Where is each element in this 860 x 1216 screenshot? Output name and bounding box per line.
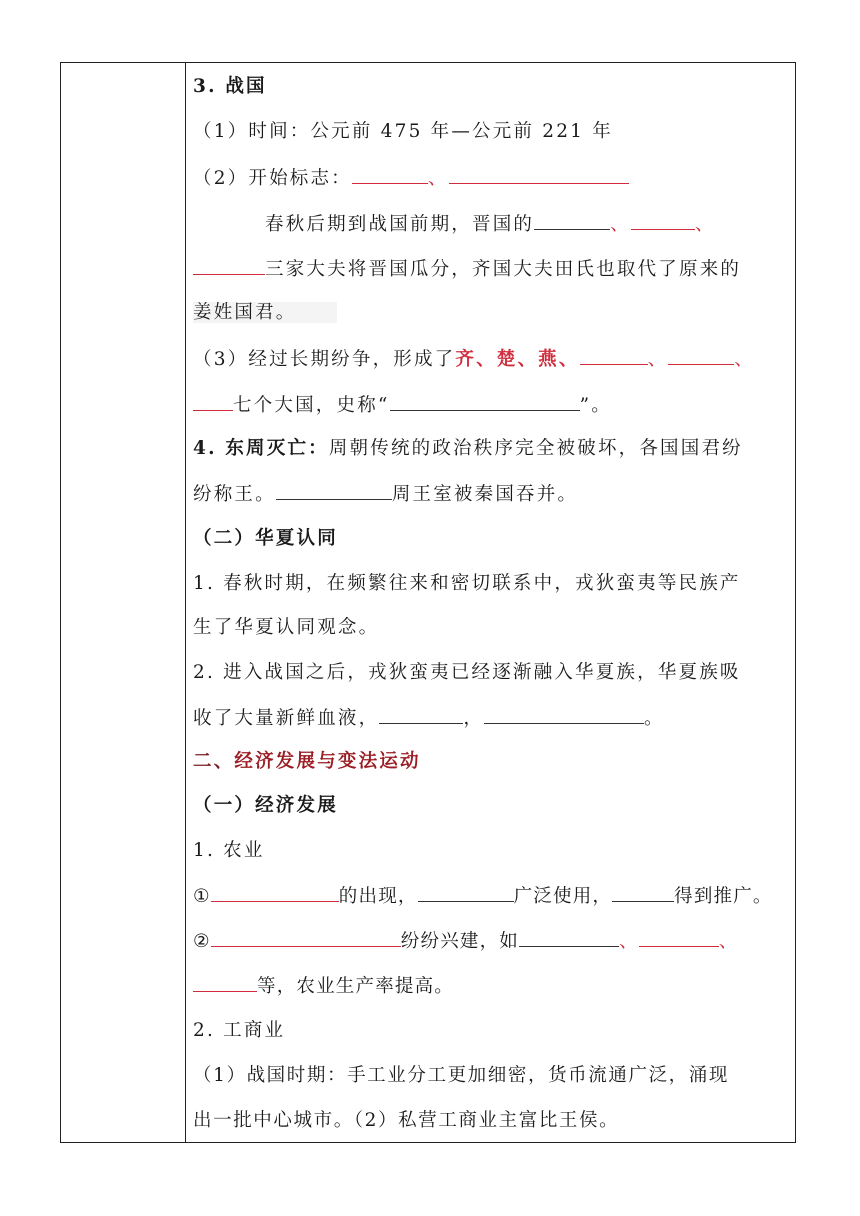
paragraph-line: 姜姓国君。 — [193, 301, 337, 325]
blank[interactable] — [193, 393, 233, 411]
blank[interactable] — [379, 706, 463, 724]
agriculture-title: 1. 农业 — [193, 840, 265, 861]
section-4: 4. 东周灭亡：周朝传统的政治秩序完全被破坏，各国国君纷 — [193, 438, 743, 459]
blank[interactable] — [276, 482, 392, 500]
blank[interactable] — [519, 929, 619, 947]
huaxia-2: 2. 进入战国之后，戎狄蛮夷已经逐渐融入华夏族，华夏族吸 — [193, 662, 741, 683]
industry-1: （1）战国时期：手工业分工更加细密，货币流通广泛，涌现 — [193, 1065, 729, 1086]
blank[interactable] — [211, 929, 401, 947]
worksheet-table — [60, 62, 796, 1143]
huaxia-title: （二）华夏认同 — [193, 528, 338, 549]
blank[interactable] — [449, 166, 629, 184]
huaxia-1-cont: 生了华夏认同观念。 — [193, 617, 380, 638]
blank[interactable] — [418, 884, 514, 902]
industry-1-cont: 出一批中心城市。（2）私营工商业主富比王侯。 — [193, 1110, 620, 1131]
blank[interactable] — [639, 929, 719, 947]
blank[interactable] — [211, 884, 339, 902]
blank[interactable] — [193, 257, 265, 275]
blank[interactable] — [390, 393, 580, 411]
section-3-kingdoms: （3）经过长期纷争，形成了齐、楚、燕、 、 、 — [193, 349, 755, 370]
section-3-sign: （2）开始标志： 、 — [193, 166, 629, 191]
agriculture-1: ① 的出现， 广泛使用， 得到推广。 — [193, 886, 773, 907]
section-3-title: 3. 战国 — [193, 76, 267, 97]
paragraph-line: 三家大夫将晋国瓜分，齐国大夫田氏也取代了原来的 — [193, 257, 741, 282]
blank[interactable] — [193, 974, 257, 992]
industry-title: 2. 工商业 — [193, 1020, 286, 1041]
column-divider — [185, 63, 186, 1142]
section-3-kingdoms-cont: 七个大国，史称“ ”。 — [193, 393, 612, 418]
agriculture-2-cont: 等，农业生产率提高。 — [193, 974, 454, 999]
huaxia-1: 1. 春秋时期，在频繁往来和密切联系中，戎狄蛮夷等民族产 — [193, 573, 741, 594]
section-2-heading: 二、经济发展与变法运动 — [193, 751, 421, 772]
blank[interactable] — [484, 706, 644, 724]
section-4-cont: 纷称王。 周王室被秦国吞并。 — [193, 484, 579, 505]
paragraph-line: 春秋后期到战国前期，晋国的 、 、 — [265, 214, 716, 235]
section-3-time: （1）时间：公元前 475 年—公元前 221 年 — [193, 121, 613, 142]
agriculture-2: ② 纷纷兴建，如 、 、 — [193, 931, 739, 952]
huaxia-2-cont: 收了大量新鲜血液， ， 。 — [193, 708, 665, 729]
blank[interactable] — [631, 212, 695, 230]
blank[interactable] — [612, 884, 674, 902]
economy-title: （一）经济发展 — [193, 795, 338, 816]
blank[interactable] — [352, 166, 428, 184]
blank[interactable] — [534, 212, 610, 230]
blank[interactable] — [668, 347, 734, 365]
blank[interactable] — [580, 347, 648, 365]
